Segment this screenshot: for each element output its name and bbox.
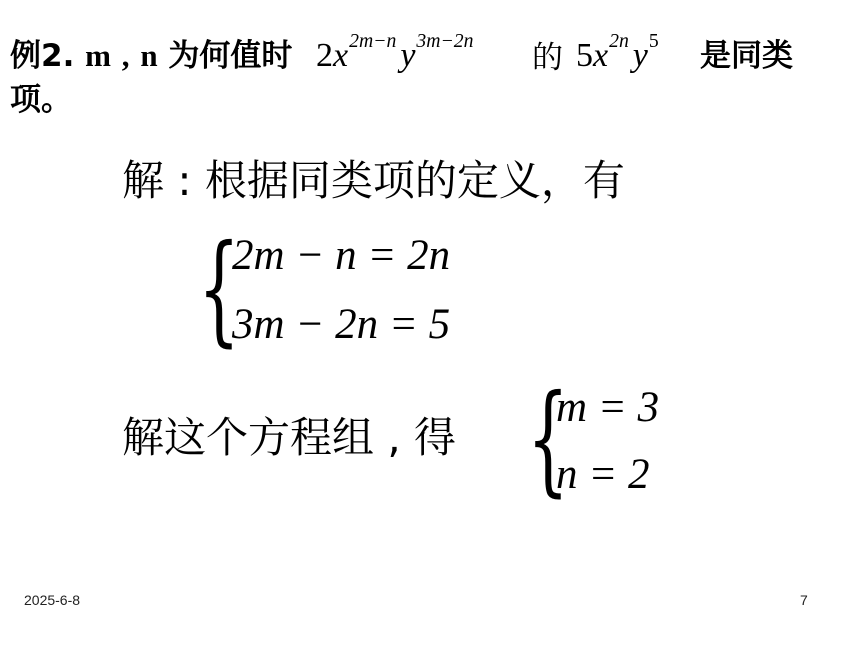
question-tail: 是同类 xyxy=(700,38,793,74)
footer-date: 2025-6-8 xyxy=(24,592,81,608)
question-label xyxy=(10,34,292,78)
comma: , xyxy=(121,38,130,73)
system-equation-1: 2m − n = 2n xyxy=(232,232,451,279)
monomial-1-x-exponent: 2m−n xyxy=(349,30,397,53)
monomial-1-y: y xyxy=(400,37,416,74)
example-prefix: 例2. xyxy=(10,38,75,74)
question-ask: 为何值时 xyxy=(168,38,293,74)
left-brace-result: { xyxy=(527,370,569,509)
result-m: m = 3 xyxy=(556,384,660,431)
solution-step: 解这个方程组 , 得 xyxy=(122,413,457,462)
connector-text: 的 xyxy=(532,40,563,76)
result-n: n = 2 xyxy=(556,451,650,498)
monomial-2-coef: 5 xyxy=(576,37,593,74)
variable-n: n xyxy=(140,38,158,73)
monomial-1-y-exponent: 3m−2n xyxy=(416,30,474,53)
monomial-1-coef: 2 xyxy=(316,37,333,74)
question-line-2: 项。 xyxy=(10,82,72,118)
monomial-1-x: x xyxy=(333,37,349,74)
page-number: 7 xyxy=(800,592,808,608)
monomial-2-x-exponent: 2n xyxy=(609,30,629,53)
monomial-2-y: y xyxy=(632,37,648,74)
variable-m: m xyxy=(85,38,111,73)
monomial-2-y-exponent: 5 xyxy=(648,30,659,53)
solution-intro: 解 : 根据同类项的定义，有 xyxy=(122,156,625,205)
monomial-1 xyxy=(316,30,474,82)
left-brace-system: { xyxy=(198,220,240,359)
monomial-2 xyxy=(576,30,659,82)
monomial-2-x: x xyxy=(593,37,609,74)
system-equation-2: 3m − 2n = 5 xyxy=(232,301,451,348)
